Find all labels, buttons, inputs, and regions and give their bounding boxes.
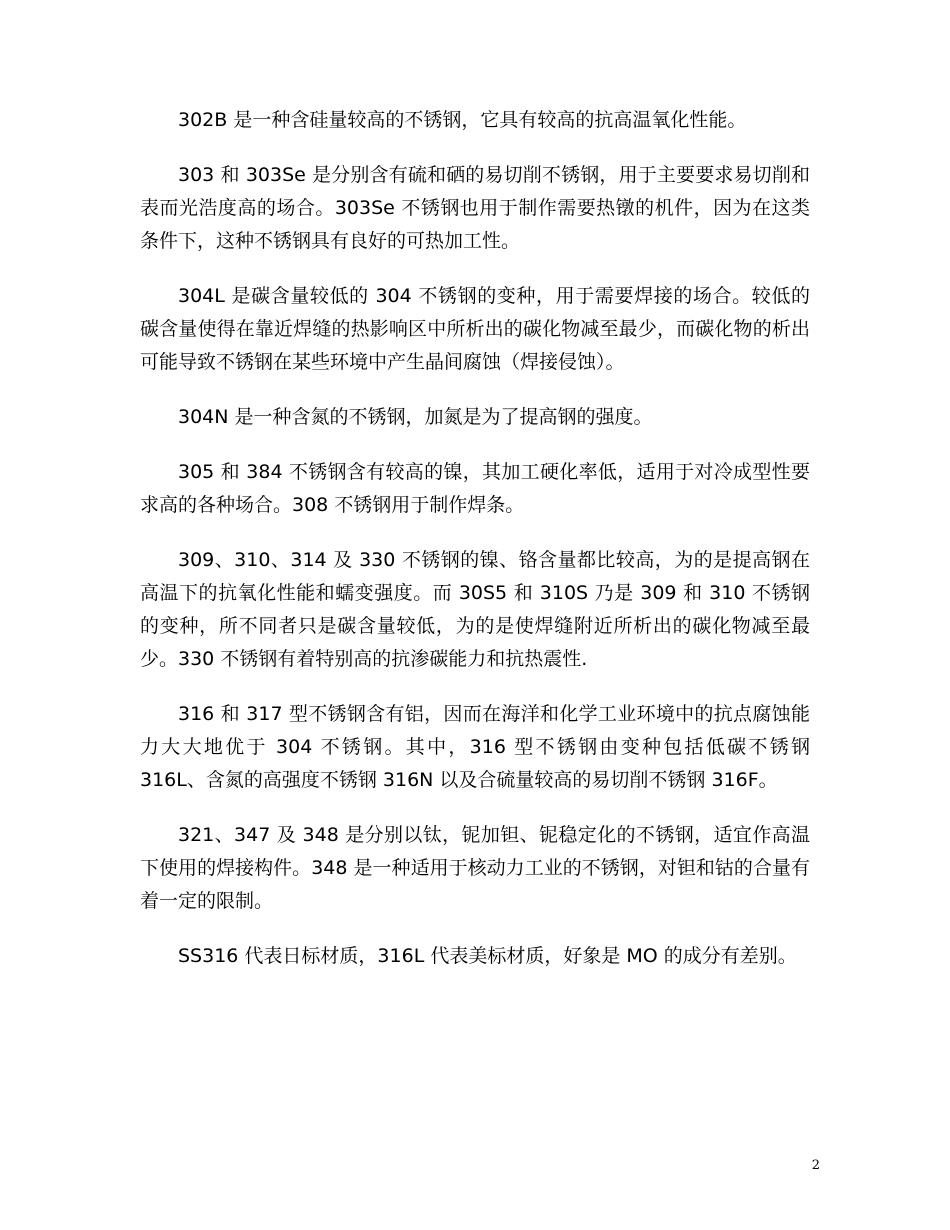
document-body (140, 104, 810, 995)
paragraph-316-317: 316 和 317 型不锈钢含有铝，因而在海洋和化学工业环境中的抗点腐蚀能力大大地优于 304 不锈钢。其中，316 型不锈钢由变种包括低碳不锈钢 316L、含氮的高强度不锈钢 316N 以及合硫量较高的易切削不锈钢 316F。 (140, 703, 810, 791)
paragraph-ss316: SS316 代表日标材质，316L 代表美标材质，好象是 MO 的成分有差别。 (178, 945, 797, 967)
paragraph-321-347: 321、347 及 348 是分别以钛，铌加钽、铌稳定化的不锈钢，适宜作高温下使用的焊接构件。348 是一种适用于核动力工业的不锈钢，对钽和钴的合量有着一定的限制。 (140, 824, 810, 912)
paragraph-303: 303 和 303Se 是分别含有硫和硒的易切削不锈钢，用于主要要求易切削和表而光浩度高的场合。303Se 不锈钢也用于制作需要热镦的机件，因为在这类条件下，这种不锈钢具有良好的可热加工性。 (140, 164, 810, 252)
paragraph-305-384: 305 和 384 不锈钢含有较高的镍，其加工硬化率低，适用于对冷成型性要求高的各种场合。308 不锈钢用于制作焊条。 (140, 461, 810, 516)
paragraph-304n: 304N 是一种含氮的不锈钢，加氮是为了提高钢的强度。 (178, 406, 653, 428)
page-number: 2 (811, 1158, 820, 1173)
paragraph-304l: 304L 是碳含量较低的 304 不锈钢的变种，用于需要焊接的场合。较低的碳含量使得在靠近焊缝的热影响区中所析出的碳化物减至最少，而碳化物的析出可能导致不锈钢在某些环境中产生晶间腐蚀（焊接侵蚀）。 (140, 285, 810, 373)
paragraph-302b: 302B 是一种含硅量较高的不锈钢，它具有较高的抗高温氧化性能。 (178, 109, 747, 131)
paragraph-309-310: 309、310、314 及 330 不锈钢的镍、铬含量都比较高，为的是提高钢在高温下的抗氧化性能和蠕变强度。而 30S5 和 310S 乃是 309 和 310 不锈钢的变种，所不同者只是碳含量较低，为的是使焊缝附近所析出的碳化物减至最少。330 不锈钢有着特别高的抗渗碳能力和抗热震性. (140, 549, 810, 670)
